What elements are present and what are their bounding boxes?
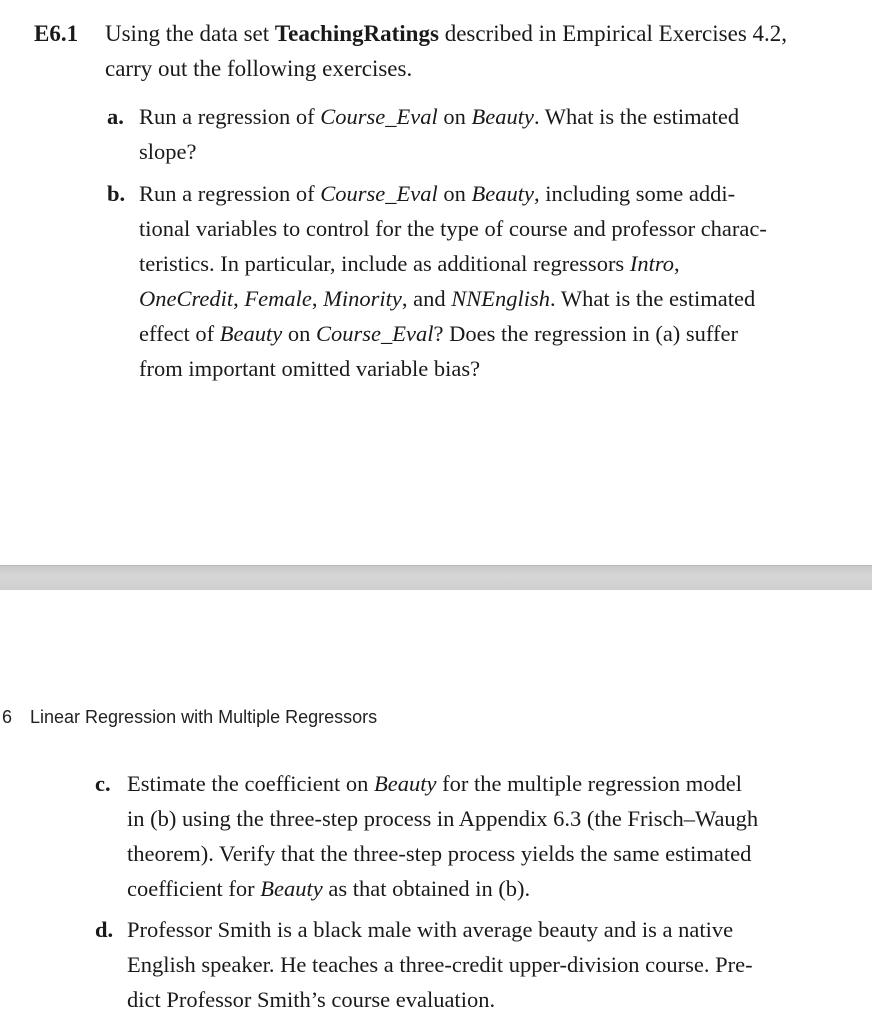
text: coefficient for — [127, 876, 261, 901]
running-head — [2, 707, 377, 728]
intro-text: carry out the following exercises. — [105, 56, 413, 81]
text: tional variables to control for the type of course and professor charac- — [139, 216, 767, 241]
text: as that obtained in (b). — [322, 876, 531, 901]
text: , — [311, 286, 324, 311]
text: , including some addi- — [533, 181, 736, 206]
variable: OneCredit — [139, 286, 234, 311]
intro-text: Using the data set — [105, 21, 275, 46]
text: Run a regression of — [139, 104, 321, 129]
text: Estimate the coefficient on — [127, 771, 374, 796]
text: on — [282, 321, 317, 346]
text: , and — [401, 286, 452, 311]
dataset-name: TeachingRatings — [274, 21, 439, 46]
variable: Minority — [323, 286, 402, 311]
question-body — [139, 176, 799, 386]
text: dict Professor Smith’s course evaluation. — [127, 987, 496, 1012]
text: on — [437, 181, 472, 206]
question-body — [127, 912, 787, 1017]
question-label: c. — [95, 771, 111, 796]
text: for the multiple regression model — [436, 771, 743, 796]
text: , — [674, 251, 680, 276]
text: in (b) using the three-step process in Appendix 6.3 (the Frisch–Waugh — [127, 806, 759, 831]
chapter-title: Linear Regression with Multiple Regressors — [30, 707, 378, 727]
text: English speaker. He teaches a three-credit upper-division course. Pre- — [127, 952, 753, 977]
variable: Beauty — [471, 181, 534, 206]
text: from important omitted variable bias? — [139, 356, 481, 381]
page-number: 6 — [2, 707, 13, 727]
text: Professor Smith is a black male with average beauty and is a native — [127, 917, 734, 942]
variable: Course_Eval — [316, 321, 434, 346]
text: . What is the estimated — [533, 104, 740, 129]
variable: Female — [244, 286, 312, 311]
variable: NNEnglish — [451, 286, 551, 311]
variable: Beauty — [374, 771, 437, 796]
variable: Course_Eval — [320, 104, 438, 129]
text: on — [437, 104, 472, 129]
text: . What is the estimated — [550, 286, 756, 311]
variable: Intro — [629, 251, 674, 276]
text: teristics. In particular, include as additional regressors — [139, 251, 630, 276]
question-label: b. — [107, 181, 126, 206]
variable: Beauty — [260, 876, 323, 901]
question-body — [127, 766, 787, 906]
text: slope? — [139, 139, 197, 164]
variable: Course_Eval — [320, 181, 438, 206]
variable: Beauty — [219, 321, 283, 346]
question-label: d. — [95, 917, 114, 942]
intro-text: described in Empirical Exercises 4.2, — [438, 21, 788, 46]
question-body — [139, 99, 799, 169]
text: ? Does the regression in (a) suffer — [433, 321, 738, 346]
exercise-number: E6.1 — [34, 21, 79, 46]
text: theorem). Verify that the three-step process yields the same estimated — [127, 841, 752, 866]
question-label: a. — [107, 104, 124, 129]
exercise-intro — [105, 16, 840, 86]
page-separator — [0, 565, 872, 591]
text: , — [233, 286, 245, 311]
text: Run a regression of — [139, 181, 321, 206]
variable: Beauty — [471, 104, 534, 129]
text: effect of — [139, 321, 220, 346]
